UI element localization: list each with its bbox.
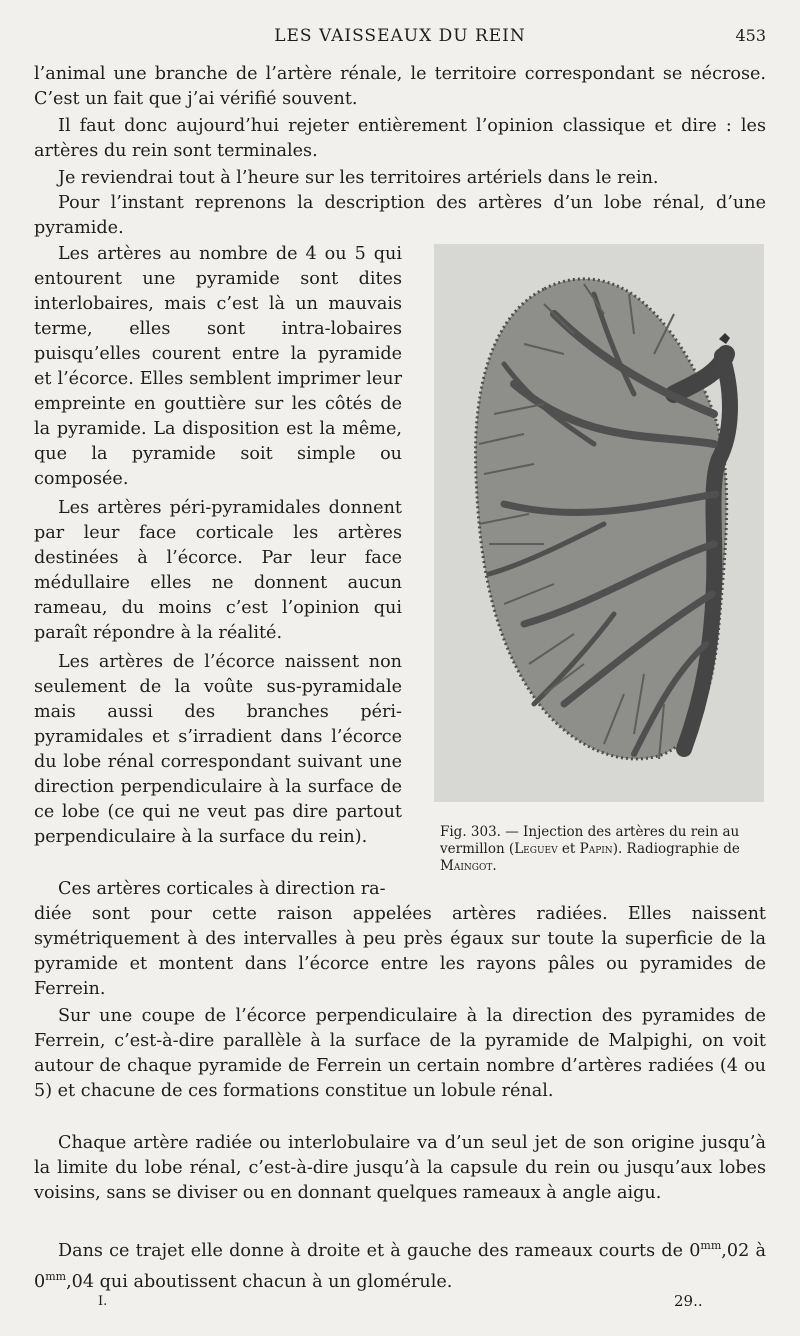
paragraph-4: Pour l’instant reprenons la description des artères d’un lobe rénal, d’une pyramide.: [34, 193, 766, 238]
paragraph-6: Les artères péri-pyramidales donnent par leur face corticale les artères destinées à l’écorce. Par leur face médullaire elles ne donnent aucun rameau, du moins c’est l’opinion qui paraît répondre à la réalité.: [34, 498, 402, 643]
caption-middle: ). Radiographie de: [612, 841, 740, 857]
paragraph-10: Chaque artère radiée ou interlobulaire va d’un seul jet de son origine jusqu’à la limite du lobe rénal, c’est-à-dire jusqu’à la capsule du rein ou jusqu’aux lobes voisins, sans se diviser ou en donnant quelques rameaux à angle aigu.: [34, 1133, 766, 1203]
paragraph-8-continued: diée sont pour cette raison appelées artères radiées. Elles naissent symétriquement à des intervalles à peu près égaux sur toute la superficie de la pyramide et montent dans l’écorce entre les rayons pâles ou pyramides de Ferrein.: [34, 904, 766, 999]
figure-caption: [440, 824, 766, 875]
running-head-title: LES VAISSEAUX DU REIN: [274, 26, 526, 46]
unit-mm-1: mm: [700, 1239, 722, 1252]
paragraph-3: Je reviendrai tout à l’heure sur les territoires artériels dans le rein.: [58, 168, 659, 188]
caption-author-2: Papin: [579, 841, 613, 857]
sheet-number: 29..: [674, 1292, 703, 1310]
paragraph-7: Les artères de l’écorce naissent non seulement de la voûte sus-pyramidale mais aussi des branches péri-pyramidales et s’irradient dans l’écorce du lobe rénal correspondant suivant une direction perpendiculaire à la surface de ce lobe (ce qui ne veut pas dire partout perpendiculaire à la surface du rein).: [34, 652, 402, 847]
paragraph-5: Les artères au nombre de 4 ou 5 qui entourent une pyramide sont dites interlobaires, mais c’est là un mauvais terme, elles sont intra-lobaires puisqu’elles courent entre la pyramide et l’écorce. Elles semblent imprimer leur empreinte en gouttière sur les côtés de la pyramide. La disposition est la même, que la pyramide soit simple ou composée.: [34, 244, 402, 489]
paragraph-11-mid: ,02 à 0: [34, 1240, 766, 1292]
kidney-radiograph-figure: [434, 244, 764, 802]
paragraph-11-after: ,04 qui aboutissent chacun à un glomérule.: [66, 1271, 453, 1292]
kidney-artery-radiograph: [434, 244, 764, 802]
caption-end: .: [492, 858, 497, 874]
paragraph-9: Sur une coupe de l’écorce perpendiculaire à la direction des pyramides de Ferrein, c’est-à-dire parallèle à la surface de la pyramide de Malpighi, on voit autour de chaque pyramide de Ferrein un certain nombre d’artères radiées (4 ou 5) et chacune de ces formations constitue un lobule rénal.: [34, 1006, 766, 1101]
caption-author-3: Maingot: [440, 858, 493, 874]
page-number: 453: [735, 26, 766, 45]
signature-mark: I.: [98, 1294, 108, 1309]
paragraph-11: [34, 1233, 766, 1295]
caption-prefix: Fig. 303. — Injection des artères du rein au vermillon (: [440, 824, 740, 857]
caption-author-1: Leguev: [514, 841, 558, 857]
paragraph-1: l’animal une branche de l’artère rénale, le territoire correspondant se nécrose. C’est un fait que j’ai vérifié souvent.: [34, 64, 766, 109]
unit-mm-2: mm: [45, 1269, 67, 1283]
caption-and: et: [557, 841, 580, 857]
paragraph-8-start: Ces artères corticales à direction ra-: [58, 879, 386, 899]
paragraph-2: Il faut donc aujourd’hui rejeter entièrement l’opinion classique et dire : les artères du rein sont terminales.: [34, 116, 766, 161]
running-head: [34, 26, 766, 50]
paragraph-11-before: Dans ce trajet elle donne à droite et à gauche des rameaux courts de 0: [58, 1240, 701, 1261]
